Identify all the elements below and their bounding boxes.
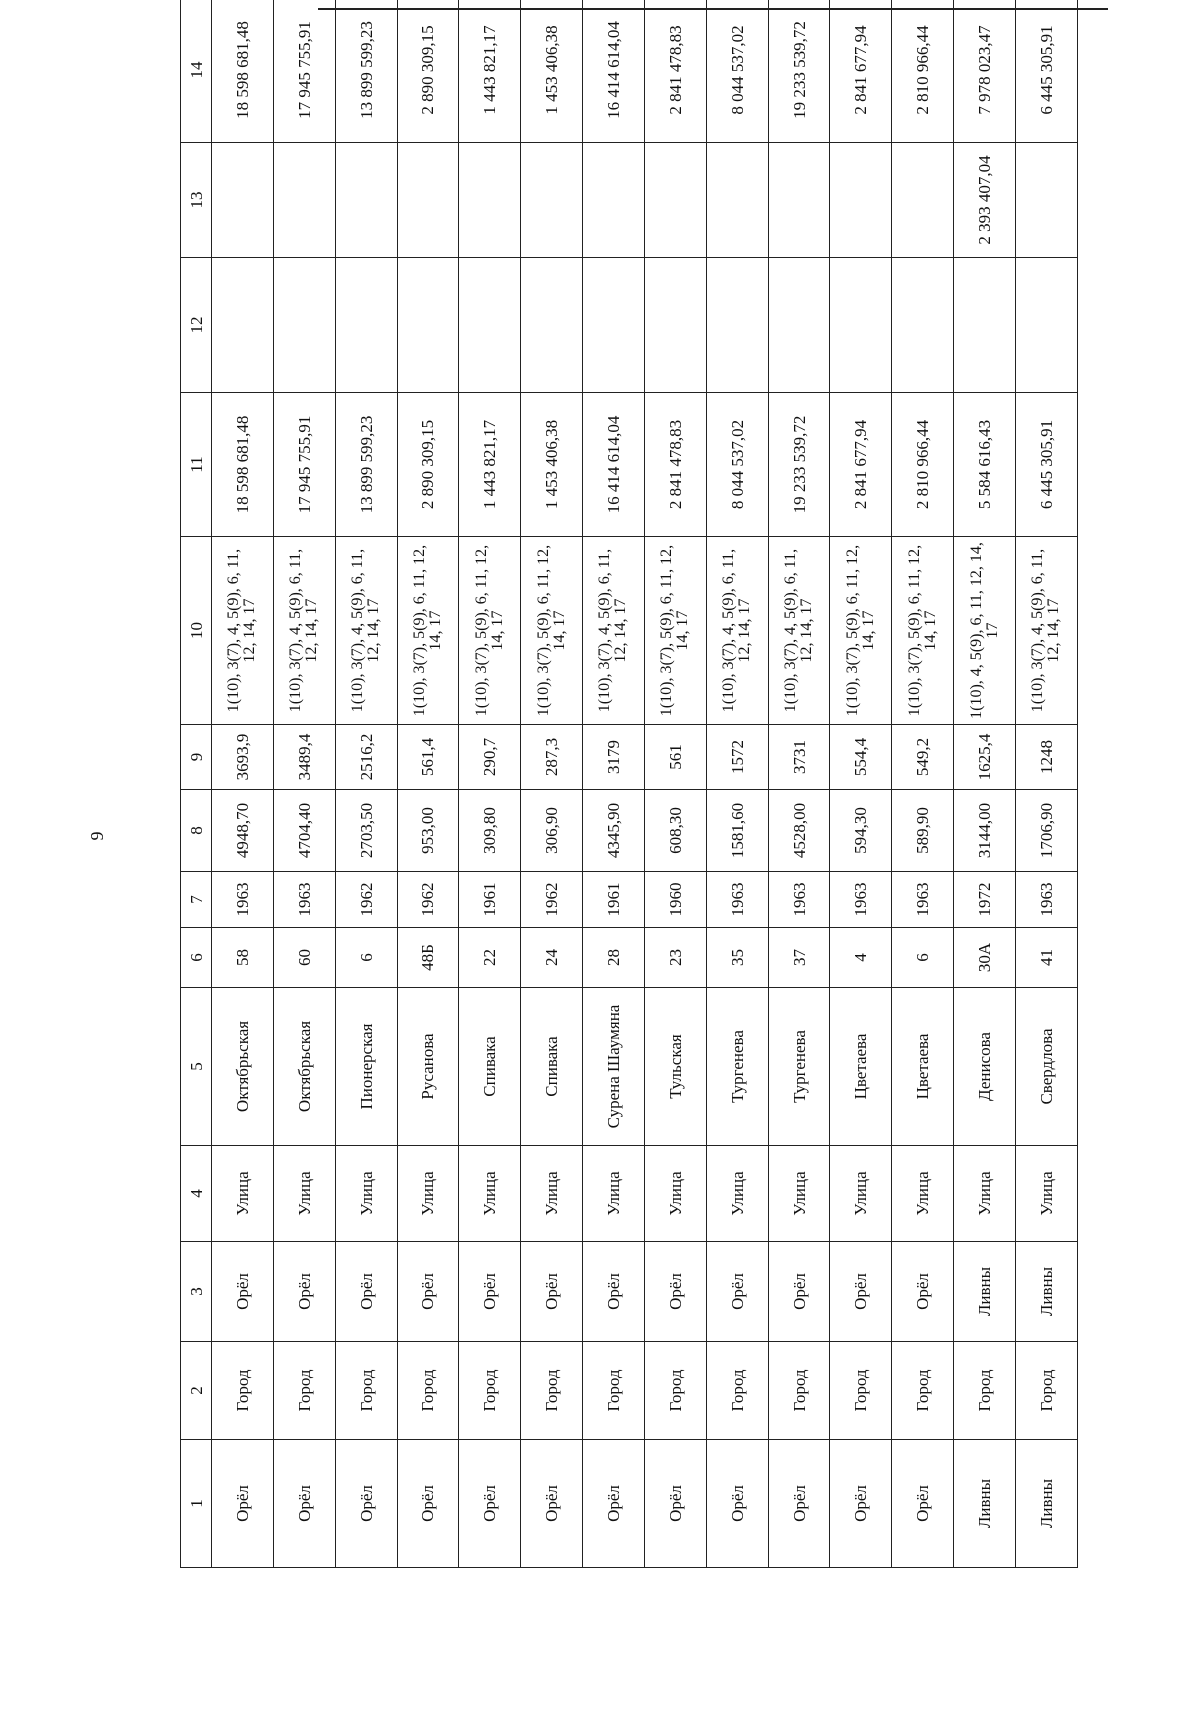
table-cell-col-12	[954, 258, 1016, 393]
table-cell-col-4: Улица	[521, 1146, 583, 1242]
table-cell-col-4: Улица	[706, 1146, 768, 1242]
table-cell-col-2: Город	[830, 1342, 892, 1440]
column-header-2: 2	[181, 1342, 212, 1440]
table-cell-col-3: Орёл	[212, 1242, 274, 1342]
table-cell-col-14: 2 810 966,44	[892, 0, 954, 143]
table-cell-col-9: 3693,9	[212, 725, 274, 790]
table-cell-col-6: 35	[706, 928, 768, 988]
table-cell-col-10: 1(10), 3(7), 4, 5(9), 6, 11, 12, 14, 17	[583, 537, 645, 725]
column-header-1: 1	[181, 1440, 212, 1568]
table-cell-col-10: 1(10), 3(7), 4, 5(9), 6, 11, 12, 14, 17	[768, 537, 830, 725]
table-cell-col-11: 2 841 478,83	[644, 393, 706, 537]
table-row	[706, 0, 768, 1568]
table-cell-col-3: Орёл	[768, 1242, 830, 1342]
table-cell-col-5: Свердлова	[1015, 988, 1077, 1146]
table-cell-col-11: 18 598 681,48	[212, 393, 274, 537]
table-cell-col-13	[212, 143, 274, 258]
table-body	[212, 0, 1078, 1568]
table-cell-col-9: 3731	[768, 725, 830, 790]
table-cell-col-6: 6	[335, 928, 397, 988]
table-cell-col-1: Орёл	[397, 1440, 459, 1568]
table-cell-col-9: 3489,4	[273, 725, 335, 790]
table-cell-col-14: 7 978 023,47	[954, 0, 1016, 143]
table-cell-col-4: Улица	[273, 1146, 335, 1242]
table-cell-col-13	[1015, 143, 1077, 258]
table-cell-col-2: Город	[273, 1342, 335, 1440]
table-cell-col-10: 1(10), 4, 5(9), 6, 11, 12, 14, 17	[954, 537, 1016, 725]
column-header-10: 10	[181, 537, 212, 725]
table-cell-col-1: Орёл	[459, 1440, 521, 1568]
table-cell-col-5: Спивака	[521, 988, 583, 1146]
table-cell-col-7: 1962	[335, 872, 397, 928]
table-cell-col-4: Улица	[830, 1146, 892, 1242]
header-row	[181, 0, 212, 1568]
table-cell-col-2: Город	[892, 1342, 954, 1440]
table-cell-col-3: Орёл	[892, 1242, 954, 1342]
table-cell-col-6: 24	[521, 928, 583, 988]
table-cell-col-13	[521, 143, 583, 258]
table-cell-col-6: 6	[892, 928, 954, 988]
table-cell-col-7: 1963	[1015, 872, 1077, 928]
table-cell-col-5: Октябрьская	[273, 988, 335, 1146]
column-header-4: 4	[181, 1146, 212, 1242]
table-cell-col-14: 18 598 681,48	[212, 0, 274, 143]
table-cell-col-13	[459, 143, 521, 258]
table-cell-col-9: 287,3	[521, 725, 583, 790]
table-cell-col-6: 41	[1015, 928, 1077, 988]
table-cell-col-8: 3144,00	[954, 790, 1016, 872]
table-cell-col-2: Город	[335, 1342, 397, 1440]
table-cell-col-11: 2 810 966,44	[892, 393, 954, 537]
table-row	[830, 0, 892, 1568]
table-cell-col-8: 2703,50	[335, 790, 397, 872]
table-cell-col-4: Улица	[1015, 1146, 1077, 1242]
table-cell-col-10: 1(10), 3(7), 4, 5(9), 6, 11, 12, 14, 17	[335, 537, 397, 725]
table-cell-col-2: Город	[459, 1342, 521, 1440]
table-cell-col-3: Орёл	[583, 1242, 645, 1342]
table-cell-col-1: Орёл	[335, 1440, 397, 1568]
table-row	[1015, 0, 1077, 1568]
table-cell-col-14: 16 414 614,04	[583, 0, 645, 143]
table-cell-col-8: 589,90	[892, 790, 954, 872]
table-cell-col-5: Тульская	[644, 988, 706, 1146]
table-cell-col-12	[335, 258, 397, 393]
table-cell-col-11: 8 044 537,02	[706, 393, 768, 537]
table-cell-col-2: Город	[583, 1342, 645, 1440]
table-cell-col-7: 1960	[644, 872, 706, 928]
table-cell-col-9: 554,4	[830, 725, 892, 790]
column-header-11: 11	[181, 393, 212, 537]
table-cell-col-11: 1 443 821,17	[459, 393, 521, 537]
table-cell-col-10: 1(10), 3(7), 5(9), 6, 11, 12, 14, 17	[521, 537, 583, 725]
table-container	[180, 21, 1078, 1568]
table-cell-col-8: 4345,90	[583, 790, 645, 872]
column-header-13: 13	[181, 143, 212, 258]
table-cell-col-13	[583, 143, 645, 258]
table-cell-col-12	[397, 258, 459, 393]
table-cell-col-9: 1625,4	[954, 725, 1016, 790]
table-cell-col-13	[335, 143, 397, 258]
table-cell-col-11: 13 899 599,23	[335, 393, 397, 537]
table-cell-col-5: Пионерская	[335, 988, 397, 1146]
table-cell-col-7: 1963	[706, 872, 768, 928]
table-cell-col-9: 561	[644, 725, 706, 790]
table-cell-col-10: 1(10), 3(7), 5(9), 6, 11, 12, 14, 17	[459, 537, 521, 725]
table-cell-col-14: 1 453 406,38	[521, 0, 583, 143]
table-cell-col-7: 1963	[212, 872, 274, 928]
table-cell-col-4: Улица	[583, 1146, 645, 1242]
table-cell-col-12	[521, 258, 583, 393]
table-cell-col-12	[273, 258, 335, 393]
table-cell-col-2: Город	[521, 1342, 583, 1440]
table-cell-col-6: 48Б	[397, 928, 459, 988]
table-row	[892, 0, 954, 1568]
table-cell-col-14: 2 841 478,83	[644, 0, 706, 143]
table-cell-col-4: Улица	[459, 1146, 521, 1242]
table-cell-col-1: Орёл	[830, 1440, 892, 1568]
column-header-8: 8	[181, 790, 212, 872]
table-cell-col-10: 1(10), 3(7), 4, 5(9), 6, 11, 12, 14, 17	[706, 537, 768, 725]
table-cell-col-10: 1(10), 3(7), 5(9), 6, 11, 12, 14, 17	[830, 537, 892, 725]
table-cell-col-12	[644, 258, 706, 393]
table-cell-col-12	[706, 258, 768, 393]
column-header-9: 9	[181, 725, 212, 790]
table-cell-col-12	[1015, 258, 1077, 393]
data-table	[180, 0, 1078, 1568]
table-cell-col-7: 1963	[768, 872, 830, 928]
table-cell-col-9: 549,2	[892, 725, 954, 790]
table-cell-col-13	[768, 143, 830, 258]
table-cell-col-1: Ливны	[1015, 1440, 1077, 1568]
table-cell-col-4: Улица	[954, 1146, 1016, 1242]
table-cell-col-2: Город	[212, 1342, 274, 1440]
table-cell-col-13	[706, 143, 768, 258]
table-cell-col-8: 1706,90	[1015, 790, 1077, 872]
table-cell-col-11: 16 414 614,04	[583, 393, 645, 537]
table-cell-col-9: 1572	[706, 725, 768, 790]
table-cell-col-9: 1248	[1015, 725, 1077, 790]
table-cell-col-3: Орёл	[706, 1242, 768, 1342]
table-cell-col-11: 5 584 616,43	[954, 393, 1016, 537]
column-header-5: 5	[181, 988, 212, 1146]
table-cell-col-3: Орёл	[830, 1242, 892, 1342]
table-cell-col-6: 58	[212, 928, 274, 988]
table-cell-col-6: 22	[459, 928, 521, 988]
table-cell-col-9: 3179	[583, 725, 645, 790]
table-cell-col-5: Денисова	[954, 988, 1016, 1146]
table-cell-col-14: 17 945 755,91	[273, 0, 335, 143]
table-cell-col-7: 1962	[397, 872, 459, 928]
table-cell-col-7: 1972	[954, 872, 1016, 928]
table-cell-col-8: 608,30	[644, 790, 706, 872]
table-cell-col-8: 309,80	[459, 790, 521, 872]
table-cell-col-10: 1(10), 3(7), 5(9), 6, 11, 12, 14, 17	[397, 537, 459, 725]
table-cell-col-4: Улица	[644, 1146, 706, 1242]
table-cell-col-1: Орёл	[768, 1440, 830, 1568]
column-header-14: 14	[181, 0, 212, 143]
table-cell-col-9: 2516,2	[335, 725, 397, 790]
table-cell-col-2: Город	[954, 1342, 1016, 1440]
table-cell-col-1: Орёл	[273, 1440, 335, 1568]
table-cell-col-10: 1(10), 3(7), 4, 5(9), 6, 11, 12, 14, 17	[212, 537, 274, 725]
table-cell-col-1: Орёл	[706, 1440, 768, 1568]
table-cell-col-5: Спивака	[459, 988, 521, 1146]
table-cell-col-12	[459, 258, 521, 393]
table-cell-col-4: Улица	[212, 1146, 274, 1242]
table-row	[583, 0, 645, 1568]
table-cell-col-11: 6 445 305,91	[1015, 393, 1077, 537]
table-cell-col-14: 13 899 599,23	[335, 0, 397, 143]
column-header-12: 12	[181, 258, 212, 393]
table-cell-col-5: Русанова	[397, 988, 459, 1146]
table-cell-col-7: 1962	[521, 872, 583, 928]
table-cell-col-11: 19 233 539,72	[768, 393, 830, 537]
column-header-7: 7	[181, 872, 212, 928]
table-cell-col-3: Орёл	[644, 1242, 706, 1342]
table-cell-col-10: 1(10), 3(7), 5(9), 6, 11, 12, 14, 17	[644, 537, 706, 725]
table-cell-col-10: 1(10), 3(7), 4, 5(9), 6, 11, 12, 14, 17	[1015, 537, 1077, 725]
table-cell-col-5: Тургенева	[768, 988, 830, 1146]
table-cell-col-5: Сурена Шаумяна	[583, 988, 645, 1146]
table-cell-col-7: 1963	[273, 872, 335, 928]
column-header-6: 6	[181, 928, 212, 988]
table-cell-col-8: 953,00	[397, 790, 459, 872]
table-cell-col-13	[830, 143, 892, 258]
table-row	[521, 0, 583, 1568]
table-cell-col-3: Ливны	[1015, 1242, 1077, 1342]
page-number: 9	[87, 831, 107, 841]
table-row	[768, 0, 830, 1568]
table-cell-col-3: Орёл	[273, 1242, 335, 1342]
table-cell-col-4: Улица	[768, 1146, 830, 1242]
table-cell-col-4: Улица	[892, 1146, 954, 1242]
table-cell-col-4: Улица	[397, 1146, 459, 1242]
table-cell-col-2: Город	[768, 1342, 830, 1440]
table-row	[273, 0, 335, 1568]
table-cell-col-8: 4528,00	[768, 790, 830, 872]
table-cell-col-7: 1963	[892, 872, 954, 928]
table-cell-col-2: Город	[1015, 1342, 1077, 1440]
table-row	[335, 0, 397, 1568]
table-cell-col-5: Цветаева	[830, 988, 892, 1146]
table-cell-col-12	[768, 258, 830, 393]
table-cell-col-6: 4	[830, 928, 892, 988]
table-cell-col-11: 2 841 677,94	[830, 393, 892, 537]
table-cell-col-4: Улица	[335, 1146, 397, 1242]
table-row	[397, 0, 459, 1568]
table-cell-col-6: 37	[768, 928, 830, 988]
table-cell-col-8: 4704,40	[273, 790, 335, 872]
table-cell-col-11: 17 945 755,91	[273, 393, 335, 537]
table-cell-col-14: 19 233 539,72	[768, 0, 830, 143]
table-cell-col-13	[892, 143, 954, 258]
table-cell-col-12	[212, 258, 274, 393]
table-cell-col-3: Ливны	[954, 1242, 1016, 1342]
table-cell-col-10: 1(10), 3(7), 5(9), 6, 11, 12, 14, 17	[892, 537, 954, 725]
table-cell-col-6: 28	[583, 928, 645, 988]
table-cell-col-2: Город	[706, 1342, 768, 1440]
table-cell-col-2: Город	[397, 1342, 459, 1440]
table-cell-col-13: 2 393 407,04	[954, 143, 1016, 258]
table-cell-col-8: 306,90	[521, 790, 583, 872]
table-cell-col-1: Орёл	[212, 1440, 274, 1568]
table-cell-col-11: 2 890 309,15	[397, 393, 459, 537]
table-cell-col-7: 1963	[830, 872, 892, 928]
table-row	[954, 0, 1016, 1568]
table-cell-col-13	[273, 143, 335, 258]
table-cell-col-1: Орёл	[644, 1440, 706, 1568]
table-row	[459, 0, 521, 1568]
table-cell-col-1: Ливны	[954, 1440, 1016, 1568]
table-cell-col-6: 23	[644, 928, 706, 988]
table-cell-col-7: 1961	[459, 872, 521, 928]
table-cell-col-8: 4948,70	[212, 790, 274, 872]
table-cell-col-3: Орёл	[459, 1242, 521, 1342]
table-row	[212, 0, 274, 1568]
table-cell-col-3: Орёл	[521, 1242, 583, 1342]
table-cell-col-11: 1 453 406,38	[521, 393, 583, 537]
table-row	[644, 0, 706, 1568]
table-cell-col-14: 6 445 305,91	[1015, 0, 1077, 143]
table-cell-col-14: 1 443 821,17	[459, 0, 521, 143]
table-cell-col-7: 1961	[583, 872, 645, 928]
table-cell-col-14: 2 841 677,94	[830, 0, 892, 143]
column-header-3: 3	[181, 1242, 212, 1342]
table-cell-col-9: 561,4	[397, 725, 459, 790]
table-cell-col-12	[830, 258, 892, 393]
table-cell-col-14: 2 890 309,15	[397, 0, 459, 143]
table-cell-col-1: Орёл	[892, 1440, 954, 1568]
table-cell-col-3: Орёл	[335, 1242, 397, 1342]
table-cell-col-1: Орёл	[583, 1440, 645, 1568]
table-cell-col-10: 1(10), 3(7), 4, 5(9), 6, 11, 12, 14, 17	[273, 537, 335, 725]
table-cell-col-9: 290,7	[459, 725, 521, 790]
table-cell-col-6: 60	[273, 928, 335, 988]
table-cell-col-3: Орёл	[397, 1242, 459, 1342]
table-cell-col-5: Цветаева	[892, 988, 954, 1146]
table-cell-col-8: 594,30	[830, 790, 892, 872]
table-cell-col-2: Город	[644, 1342, 706, 1440]
table-cell-col-1: Орёл	[521, 1440, 583, 1568]
table-cell-col-14: 8 044 537,02	[706, 0, 768, 143]
table-cell-col-5: Октябрьская	[212, 988, 274, 1146]
table-cell-col-8: 1581,60	[706, 790, 768, 872]
table-cell-col-12	[583, 258, 645, 393]
table-cell-col-13	[644, 143, 706, 258]
table-cell-col-6: 30А	[954, 928, 1016, 988]
table-cell-col-5: Тургенева	[706, 988, 768, 1146]
table-cell-col-12	[892, 258, 954, 393]
table-cell-col-13	[397, 143, 459, 258]
